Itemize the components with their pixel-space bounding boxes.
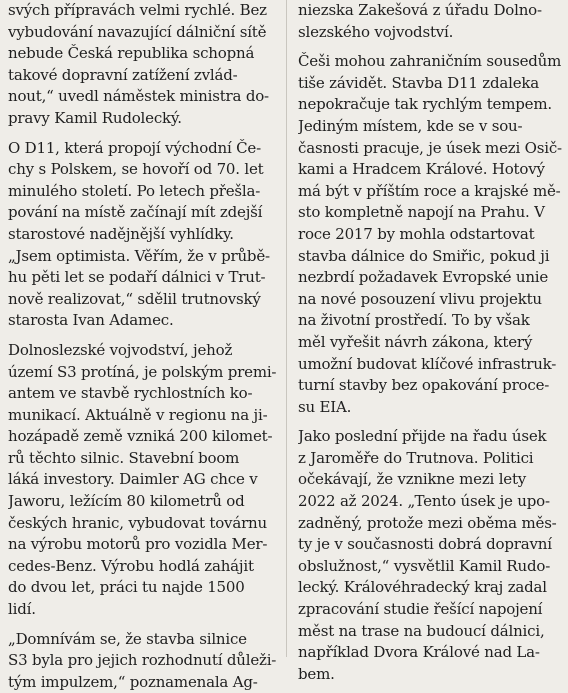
- article-paragraph: [8, 629, 278, 693]
- article-paragraph: [298, 0, 563, 43]
- text-line: nezbrdí požadavek Evropské unie: [298, 268, 549, 287]
- text-line: antem ve stavbě rychlostních ko-: [8, 384, 253, 403]
- article-paragraph: [8, 0, 278, 130]
- text-line: nout,“ uvedl náměstek ministra do-: [8, 87, 269, 106]
- paragraph-gap: [298, 43, 563, 51]
- text-line: turní stavby bez opakování proce-: [298, 376, 550, 395]
- text-line: sto kompletně napojí na Prahu. V: [298, 203, 545, 222]
- text-line: zadněný, protože mezi oběma měs-: [298, 513, 557, 532]
- text-line: do dvou let, práci tu najde 1500: [8, 578, 245, 597]
- text-line: očekávají, že vznikne mezi lety: [298, 470, 527, 489]
- text-line: bem.: [298, 664, 335, 683]
- paragraph-gap: [8, 130, 278, 138]
- text-line: 2022 až 2024. „Tento úsek je upo-: [298, 492, 550, 511]
- text-line: munikací. Aktuálně v regionu na ji-: [8, 405, 268, 424]
- article-paragraph: [8, 340, 278, 621]
- text-line: chy s Polskem, se hovoří od 70. let: [8, 160, 264, 179]
- text-line: obslužnost,“ vysvětlil Kamil Rudo-: [298, 556, 551, 575]
- text-line: měst na trase na budoucí dálnici,: [298, 621, 545, 640]
- text-line: O D11, která propojí východní Če-: [8, 138, 261, 157]
- text-line: niezska Zakešová z úřadu Dolno-: [298, 1, 542, 19]
- text-line: z Jaroměře do Trutnova. Politici: [298, 448, 534, 467]
- text-line: například Dvora Králové nad La-: [298, 643, 540, 662]
- text-line: má být v příštím roce a krajské mě-: [298, 181, 561, 200]
- text-line: území S3 protíná, je polským premi-: [8, 362, 277, 381]
- right-column: [298, 0, 563, 685]
- text-line: hu pěti let se podaří dálnici v Trut-: [8, 268, 266, 287]
- text-line: starosta Ivan Adamec.: [8, 311, 174, 330]
- text-line: Jediným místem, kde se v sou-: [298, 116, 523, 135]
- text-line: umožní budovat klíčové infrastruk-: [298, 354, 557, 373]
- text-line: su EIA.: [298, 397, 352, 416]
- text-line: pravy Kamil Rudolecký.: [8, 108, 182, 127]
- text-line: „Jsem optimista. Věřím, že v průbě-: [8, 246, 270, 265]
- text-line: rů těchto silnic. Stavební boom: [8, 448, 240, 467]
- article-paragraph: [8, 138, 278, 332]
- text-line: na výrobu motorů pro vozidla Mer-: [8, 535, 268, 554]
- text-line: roce 2017 by mohla odstartovat: [298, 224, 535, 243]
- text-line: nebude Česká republika schopná: [8, 44, 255, 63]
- text-line: stavba dálnice do Smiřic, pokud ji: [298, 246, 550, 265]
- article-paragraph: [298, 51, 563, 418]
- paragraph-gap: [8, 621, 278, 629]
- text-line: pování na místě začínají mít zdejší: [8, 203, 263, 222]
- text-line: zpracování studie řešící napojení: [298, 600, 543, 619]
- text-line: ty je v současnosti dobrá dopravní: [298, 535, 552, 554]
- text-line: Jaworu, ležícím 80 kilometrů od: [8, 492, 245, 511]
- text-line: slezského vojvodství.: [298, 22, 454, 41]
- text-line: svých přípravách velmi rychlé. Bez: [8, 1, 267, 19]
- text-line: cedes-Benz. Výrobu hodlá zahájit: [8, 556, 254, 575]
- text-line: tým impulzem,“ poznamenala Ag-: [8, 672, 258, 691]
- text-line: časnosti pracuje, je úsek mezi Osič-: [298, 138, 562, 157]
- text-line: Češi mohou zahraničním sousedům: [298, 52, 562, 71]
- text-line: tiše závidět. Stavba D11 zdaleka: [298, 73, 539, 92]
- text-line: láká investory. Daimler AG chce v: [8, 470, 258, 489]
- text-line: minulého století. Po letech přešla-: [8, 181, 261, 200]
- text-line: měl vyřešit návrh zákona, který: [298, 332, 533, 351]
- text-line: Jako poslední přijde na řadu úsek: [298, 427, 547, 446]
- text-line: kami a Hradcem Králové. Hotový: [298, 160, 545, 179]
- text-line: takové dopravní zatížení zvlád-: [8, 65, 238, 84]
- text-line: na životní prostředí. To by však: [298, 311, 530, 330]
- paragraph-gap: [8, 332, 278, 340]
- left-column: [8, 0, 278, 693]
- text-line: Dolnoslezské vojvodství, jehož: [8, 340, 233, 359]
- text-line: „Domnívám se, že stavba silnice: [8, 629, 247, 648]
- text-line: vybudování navazující dálniční sítě: [8, 22, 267, 41]
- text-line: nově realizovat,“ sdělil trutnovský: [8, 289, 261, 308]
- article-paragraph: [298, 426, 563, 685]
- text-line: nepokračuje tak rychlým tempem.: [298, 95, 552, 114]
- paragraph-gap: [298, 418, 563, 426]
- text-line: na nové posouzení vlivu projektu: [298, 289, 542, 308]
- text-line: S3 byla pro jejich rozhodnutí důleži-: [8, 651, 277, 670]
- text-line: lecký. Královéhradecký kraj zadal: [298, 578, 547, 597]
- text-line: českých hranic, vybudovat továrnu: [8, 513, 267, 532]
- text-line: lidí.: [8, 600, 36, 619]
- text-line: starostové nadějnější vyhlídky.: [8, 224, 234, 243]
- column-divider: [286, 0, 287, 657]
- text-line: hozápadě země vzniká 200 kilomet-: [8, 427, 273, 446]
